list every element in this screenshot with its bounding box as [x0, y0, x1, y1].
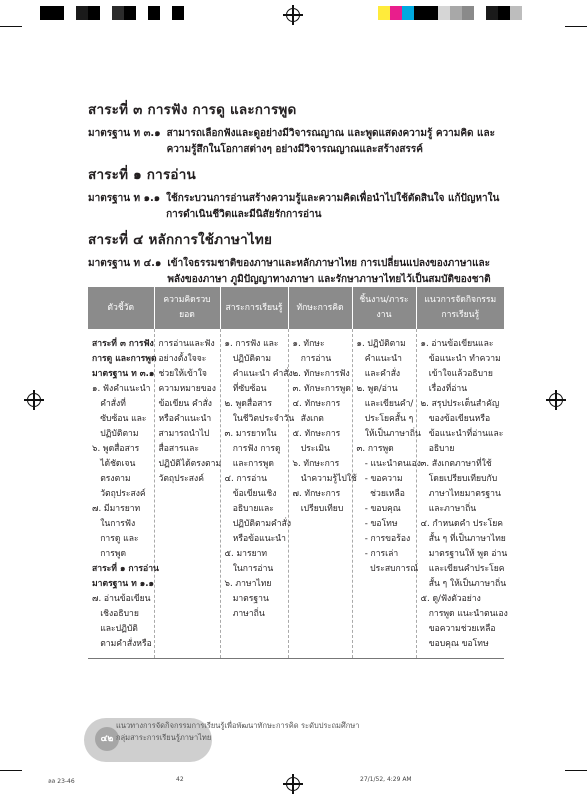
cell-line: หรือข้อแนะนำ [224, 534, 286, 544]
cell-line: ได้ชัดเจน [92, 459, 136, 469]
cell-line: และภาษาถิ่น [420, 504, 477, 514]
trim-mark [0, 770, 22, 771]
standard-row [88, 191, 506, 223]
cell-line: ๓. มารยาทใน [224, 429, 277, 439]
cell-line: เรื่องที่อ่าน [420, 384, 468, 394]
color-swatch [124, 6, 136, 20]
color-swatch [88, 6, 100, 20]
cell-line: ๕. ทักษะการ [292, 429, 341, 439]
cell-line: สั้น ๆ ที่เป็นภาษาไทย [420, 534, 506, 544]
color-bar [378, 6, 522, 20]
header-thinking-skill: ทักษะการคิด [288, 287, 352, 329]
color-swatch [486, 6, 498, 20]
cell-line: มาตรฐาน ท ๑.๑ [92, 579, 154, 589]
cell-line: อย่างตั้งใจจะ [158, 354, 207, 364]
cell-line: ปฏิบัติตามคำสั่ง [224, 519, 292, 529]
cell-line: ตามคำสั่งหรือ [92, 639, 152, 649]
cell-line: เชิงอธิบาย [92, 609, 139, 619]
cell-line: สื่อสารและ [158, 444, 200, 454]
cell-line: ๒. พูดสื่อสาร [224, 399, 272, 409]
color-swatch [76, 6, 88, 20]
registration-mark-left [24, 390, 44, 410]
cell-line: - ขอโทษ [356, 519, 398, 529]
cell-line: สังเกต [292, 414, 324, 424]
color-swatch [64, 6, 76, 20]
cell-line: มาตรฐาน [224, 594, 269, 604]
cell-line: วัตถุประสงค์ [92, 489, 146, 499]
strand-block [88, 228, 506, 288]
footer-text [116, 720, 359, 744]
cell-line: ปฏิบัติได้ตรงตาม [158, 459, 222, 469]
cell-line: ๓. ทักษะการพูด [292, 384, 351, 394]
cell-line: ปฏิบัติตาม [92, 429, 139, 439]
cell-line: - ขอบคุณ [356, 504, 401, 514]
cell-line: ของข้อเขียนหรือ [420, 414, 491, 424]
standard-text: สามารถเลือกฟังและดูอย่างมีวิจารณญาณ และพูดแสดงความรู้ ความคิด และความรู้สึกในโอกาสต่างๆ อย่างมีวิจารณญาณและสร้างสรรค์ [166, 128, 495, 155]
strand-block [88, 98, 506, 158]
header-concept: ความคิดรวบยอด [154, 287, 220, 329]
color-swatch [52, 6, 64, 20]
footer-title: แนวทางการจัดกิจกรรมการเรียนรู้เพื่อพัฒนาทักษะการคิด ระดับประถมศึกษา [116, 721, 360, 730]
color-swatch [172, 6, 184, 20]
slug-file: ลล 23-46 [48, 778, 75, 785]
cell-line: อธิบายและ [224, 504, 274, 514]
cell-tasks [352, 329, 422, 659]
cell-line: ๖. ภาษาไทย [224, 579, 272, 589]
cell-line: การอ่าน [292, 354, 332, 364]
cell-line: ๑. การฟัง และ [224, 339, 279, 349]
cell-line: วัตถุประสงค์ [158, 474, 204, 484]
color-swatch [414, 6, 426, 20]
slug-page: 42 [176, 776, 184, 783]
cell-line: และเขียนคำ/ [356, 399, 414, 409]
cell-line: ประโยคสั้น ๆ [356, 414, 414, 424]
cell-line: ขอความช่วยเหลือ [420, 624, 496, 634]
standard-row [88, 256, 506, 288]
header-activity: แนวการจัดกิจกรรมการเรียนรู้ [416, 287, 504, 329]
strand-block [88, 163, 506, 223]
cell-line: และคำสั่ง [356, 369, 401, 379]
color-swatch [450, 6, 462, 20]
color-swatch [474, 6, 486, 20]
cell-line: คำแนะนำ [356, 354, 402, 364]
cell-line: หรือคำแนะนำ [158, 414, 212, 424]
cell-line: ๑. ปฏิบัติตาม [356, 339, 406, 349]
cell-line: ประสบการณ์ [356, 564, 419, 574]
color-swatch [498, 6, 510, 20]
trim-mark [0, 26, 22, 27]
cell-line: สั้น ๆ ให้เป็นภาษาถิ่น [420, 579, 507, 589]
cell-line: เปรียบเทียบ [292, 504, 344, 514]
color-swatch [112, 6, 124, 20]
cell-line: ๒. สรุปประเด็นสำคัญ [420, 399, 500, 409]
cell-line: ประเมิน [292, 444, 330, 454]
cell-line: มาตรฐานให้ พูด อ่าน [420, 549, 508, 559]
cell-line: การอ่านและฟัง [158, 339, 215, 349]
cell-line: การพูด [92, 549, 127, 559]
cell-line: อธิบาย [420, 444, 455, 454]
standard-code: มาตรฐาน ท ๔.๑ [88, 258, 162, 269]
cell-line: ในการอ่าน [224, 564, 274, 574]
cell-line: ๔. ทักษะการ [292, 399, 341, 409]
grayscale-bar [40, 6, 184, 20]
cell-line: ที่ซับซ้อน [224, 384, 267, 394]
cell-activities [416, 329, 508, 659]
footer-subject: กลุ่มสาระการเรียนรู้ภาษาไทย [116, 733, 212, 742]
cell-line: ช่วยเหลือ [356, 489, 405, 499]
header-content: สาระการเรียนรู้ [220, 287, 288, 329]
cell-line: ๔. การอ่าน [224, 474, 267, 484]
strand-title: สาระที่ ๔ หลักการใช้ภาษาไทย [88, 232, 273, 248]
trim-mark [565, 26, 587, 27]
standard-row [88, 126, 506, 158]
cell-line: ข้อเขียนเชิง [224, 489, 277, 499]
color-swatch [378, 6, 390, 20]
cell-line: ข้อแนะนำที่อ่านและ [420, 429, 504, 439]
color-swatch [390, 6, 402, 20]
color-swatch [426, 6, 438, 20]
cell-content [220, 329, 295, 659]
color-swatch [160, 6, 172, 20]
table-header-row [88, 287, 504, 329]
cell-line: ตรงตาม [92, 474, 131, 484]
cell-line: ๖. พูดสื่อสาร [92, 444, 140, 454]
cell-line: และปฏิบัติ [92, 624, 138, 634]
cell-line: ปฏิบัติตาม [224, 354, 272, 364]
header-indicator: ตัวชี้วัด [88, 287, 154, 329]
cell-line: การพูด แนะนำตนเอง [420, 609, 508, 619]
cell-line: การฟัง การดู [224, 444, 281, 454]
standard-code: มาตรฐาน ท ๓.๑ [88, 128, 161, 139]
cell-line: โดยเปรียบเทียบกับ [420, 474, 498, 484]
cell-line: และการพูด [224, 459, 275, 469]
cell-line: สาระที่ ๑ การอ่าน [92, 564, 159, 574]
cell-line: สามารถนำไป [158, 429, 210, 439]
standard-code: มาตรฐาน ท ๑.๑ [88, 193, 161, 204]
cell-line: ความหมายของ [158, 384, 216, 394]
cell-line: นำความรู้ไปใช้ [292, 474, 357, 484]
standard-text: เข้าใจธรรมชาติของภาษาและหลักภาษาไทย การเปลี่ยนแปลงของภาษาและพลังของภาษา ภูมิปัญญาทางภาษา และรักษาภาษาไทยไว้เป็นสมบัติของชาติ [167, 258, 491, 285]
cell-line: ในชีวิตประจำวัน [224, 414, 295, 424]
slug-stamp: 27/1/52, 4:29 AM [360, 776, 412, 783]
cell-line: ๔. กำหนดคำ ประโยค [420, 519, 504, 529]
cell-line: - การเล่า [356, 549, 399, 559]
cell-line: ๕. ดู/ฟังตัวอย่าง [420, 594, 481, 604]
color-swatch [402, 6, 414, 20]
cell-line: และเขียนคำประโยค [420, 564, 505, 574]
color-swatch [100, 6, 112, 20]
standards-section [88, 98, 506, 293]
cell-line: ๓. การพูด [356, 444, 394, 454]
cell-line: ช่วยให้เข้าใจ [158, 369, 207, 379]
page-number: ๔๒ [95, 727, 119, 751]
color-swatch [40, 6, 52, 20]
cell-line: คำสั่งที่ [92, 399, 126, 409]
trim-mark [565, 770, 587, 771]
cell-line: - การขอร้อง [356, 534, 411, 544]
standard-text: ใช้กระบวนการอ่านสร้างความรู้และความคิดเพื่อนำไปใช้ตัดสินใจ แก้ปัญหาในการดำเนินชีวิตและมีนิสัยรักการอ่าน [166, 193, 500, 220]
cell-indicators [88, 329, 159, 659]
registration-mark-top [283, 5, 303, 25]
registration-mark-right [546, 390, 566, 410]
cell-line: ๒. พูด/อ่าน [356, 384, 398, 394]
curriculum-table [88, 287, 508, 659]
header-task: ชิ้นงาน/ภาระงาน [352, 287, 416, 329]
cell-line: มาตรฐาน ท ๓.๑ [92, 369, 155, 379]
color-swatch [438, 6, 450, 20]
cell-line: ๑. อ่านข้อเขียนและ [420, 339, 494, 349]
cell-line: ภาษาไทยมาตรฐาน [420, 489, 501, 499]
cell-concept [154, 329, 220, 659]
cell-line: เข้าใจแล้วอธิบาย [420, 369, 493, 379]
cell-line: ๗. ทักษะการ [292, 489, 341, 499]
cell-line: - แนะนำตนเอง [356, 459, 422, 469]
cell-line: ขอบคุณ ขอโทษ [420, 639, 489, 649]
cell-line: ให้เป็นภาษาถิ่น [356, 429, 421, 439]
table-row [88, 329, 504, 659]
cell-line: ๑. ทักษะ [292, 339, 325, 349]
cell-line: ในการฟัง [92, 519, 136, 529]
strand-title: สาระที่ ๓ การฟัง การดู และการพูด [88, 102, 297, 118]
cell-line: การดู และ [92, 534, 139, 544]
color-swatch [136, 6, 148, 20]
color-swatch [148, 6, 160, 20]
cell-line: ๖. ทักษะการ [292, 459, 340, 469]
cell-line: ๗. อ่านข้อเขียน [92, 594, 151, 604]
cell-line: ๑. ฟังคำแนะนำ [92, 384, 151, 394]
strand-title: สาระที่ ๑ การอ่าน [88, 167, 196, 183]
cell-line: ๗. มีมารยาท [92, 504, 141, 514]
cell-line: ๕. มารยาท [224, 549, 268, 559]
cell-line: สาระที่ ๓ การฟัง [92, 339, 154, 349]
registration-mark-bottom [283, 774, 303, 794]
color-swatch [510, 6, 522, 20]
cell-thinking-skills [288, 329, 357, 659]
cell-line: ข้อเขียน คำสั่ง [158, 399, 213, 409]
cell-line: - ขอความ [356, 474, 403, 484]
cell-line: ซับซ้อน และ [92, 414, 147, 424]
cell-line: ๓. สังเกตภาษาที่ใช้ [420, 459, 492, 469]
color-swatch [462, 6, 474, 20]
cell-line: การดู และการพูด [92, 354, 157, 364]
cell-line: ข้อแนะนำ ทำความ [420, 354, 501, 364]
cell-line: คำแนะนำ คำสั่ง [224, 369, 293, 379]
cell-line: ภาษาถิ่น [224, 609, 265, 619]
cell-line: ๒. ทักษะการฟัง [292, 369, 350, 379]
